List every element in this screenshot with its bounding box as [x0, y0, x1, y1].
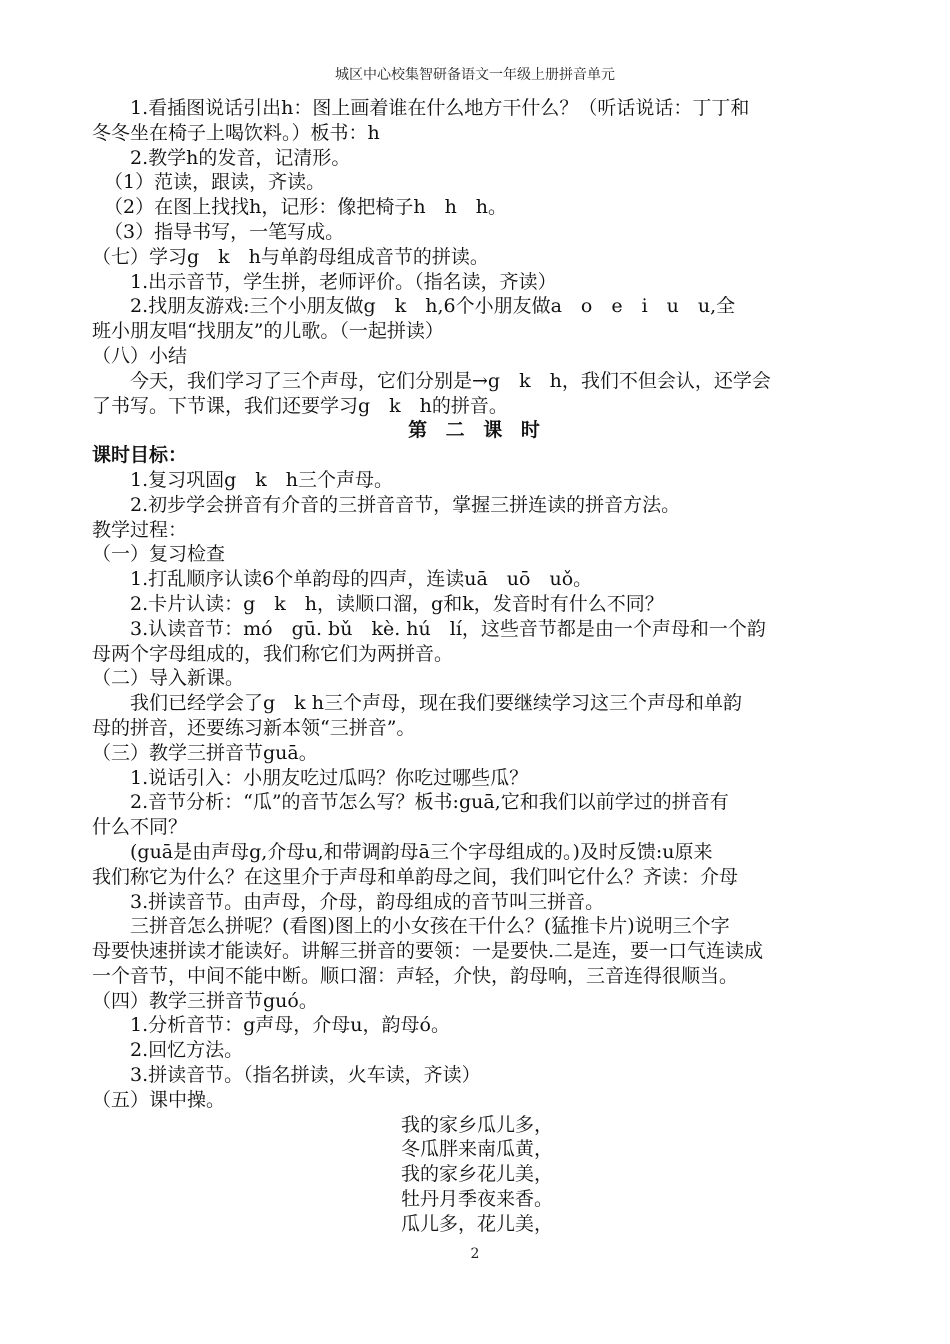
poem-line: 冬瓜胖来南瓜黄，: [400, 1138, 553, 1161]
text-line: 冬冬坐在椅子上喝饮料。）板书：h: [92, 121, 380, 144]
text-line: （一）复习检查: [92, 543, 226, 566]
text-line: 2.找朋友游戏:三个小朋友做g k h,6个小朋友做a o e i u u,全: [130, 295, 736, 318]
page-number: 2: [470, 1246, 480, 1262]
text-line: 1.出示音节，学生拼，老师评价。（指名读，齐读）: [130, 270, 557, 293]
text-line: 2.回忆方法。: [130, 1039, 244, 1062]
text-line: 3.认读音节：mó gū. bǔ kè. hú lí，这些音节都是由一个声母和一个韵: [130, 617, 766, 640]
text-line: 3.拼读音节。（指名拼读，火车读，齐读）: [130, 1064, 481, 1087]
text-line: 我们称它为什么？在这里介于声母和单韵母之间，我们叫它什么？齐读：介母: [92, 865, 739, 888]
text-line: 1.复习巩固g k h三个声母。: [130, 468, 394, 491]
text-line: 一个音节，中间不能中断。顺口溜：声轻，介快，韵母响，三音连得很顺当。: [92, 964, 739, 987]
text-line: 三拼音怎么拼呢？(看图)图上的小女孩在干什么？(猛推卡片)说明三个字: [130, 915, 730, 938]
text-line: （四）教学三拼音节guó。: [92, 989, 318, 1012]
text-line: （三）教学三拼音节guā。: [92, 741, 318, 764]
poem-line: 我的家乡花儿美，: [400, 1163, 553, 1186]
text-line: 2.卡片认读：g k h，读顺口溜，g和k，发音时有什么不同？: [130, 592, 664, 615]
poem-line: 我的家乡瓜儿多，: [400, 1113, 553, 1136]
text-line: （二）导入新课。: [92, 667, 245, 690]
text-line: 教学过程：: [92, 518, 188, 541]
document-body: [92, 96, 862, 1237]
text-line: （3）指导书写，一笔写成。: [104, 220, 345, 243]
text-line: 2.初步学会拼音有介音的三拼音音节，掌握三拼连读的拼音方法。: [130, 493, 681, 516]
text-line: 母的拼音，还要练习新本领“三拼音”。: [92, 716, 416, 739]
text-line: 1.看插图说话引出h：图上画着谁在什么地方干什么？（听话说话：丁丁和: [130, 97, 750, 119]
text-line: 班小朋友唱“找朋友”的儿歌。（一起拼读）: [92, 320, 444, 343]
text-line: （2）在图上找找h，记形：像把椅子h h h。: [104, 196, 508, 219]
text-line: 2.教学h的发音，记清形。: [130, 146, 351, 169]
text-line: 1.打乱顺序认读6个单韵母的四声，连读uā uō uǒ。: [130, 568, 593, 591]
text-line: 母要快速拼读才能读好。讲解三拼音的要领：一是要快.二是连，要一口气连读成: [92, 940, 764, 963]
text-line: （1）范读，跟读，齐读。: [104, 171, 326, 194]
text-line: 了书写。下节课，我们还要学习g k h的拼音。: [92, 394, 508, 417]
poem-line: 牡丹月季夜来香。: [400, 1188, 553, 1211]
text-line: 2.音节分析：“瓜”的音节怎么写？板书:guā,它和我们以前学过的拼音有: [130, 791, 729, 814]
text-line: （八）小结: [92, 344, 188, 367]
text-line: （五）课中操。: [92, 1088, 226, 1111]
text-line: 1.分析音节：g声母，介母u，韵母ó。: [130, 1014, 450, 1037]
section-heading: 课时目标：: [92, 444, 188, 467]
text-line: 母两个字母组成的，我们称它们为两拼音。: [92, 642, 454, 665]
poem-line: 瓜儿多，花儿美，: [400, 1212, 553, 1235]
section-title: 第 二 课 时: [408, 419, 546, 442]
text-line: 3.拼读音节。由声母，介母，韵母组成的音节叫三拼音。: [130, 890, 605, 913]
text-line: (guā是由声母g,介母u,和带调韵母ā三个字母组成的。)及时反馈:u原来: [130, 840, 713, 863]
page-header: 城区中心校集智研备语文一年级上册拼音单元: [335, 67, 615, 83]
text-line: 今天，我们学习了三个声母，它们分别是→g k h，我们不但会认，还学会: [130, 369, 771, 392]
text-line: 1.说话引入：小朋友吃过瓜吗？你吃过哪些瓜？: [130, 766, 529, 789]
text-line: （七）学习g k h与单韵母组成音节的拼读。: [92, 245, 489, 268]
text-line: 我们已经学会了g k h三个声母，现在我们要继续学习这三个声母和单韵: [130, 692, 742, 715]
text-line: 什么不同？: [92, 816, 188, 839]
